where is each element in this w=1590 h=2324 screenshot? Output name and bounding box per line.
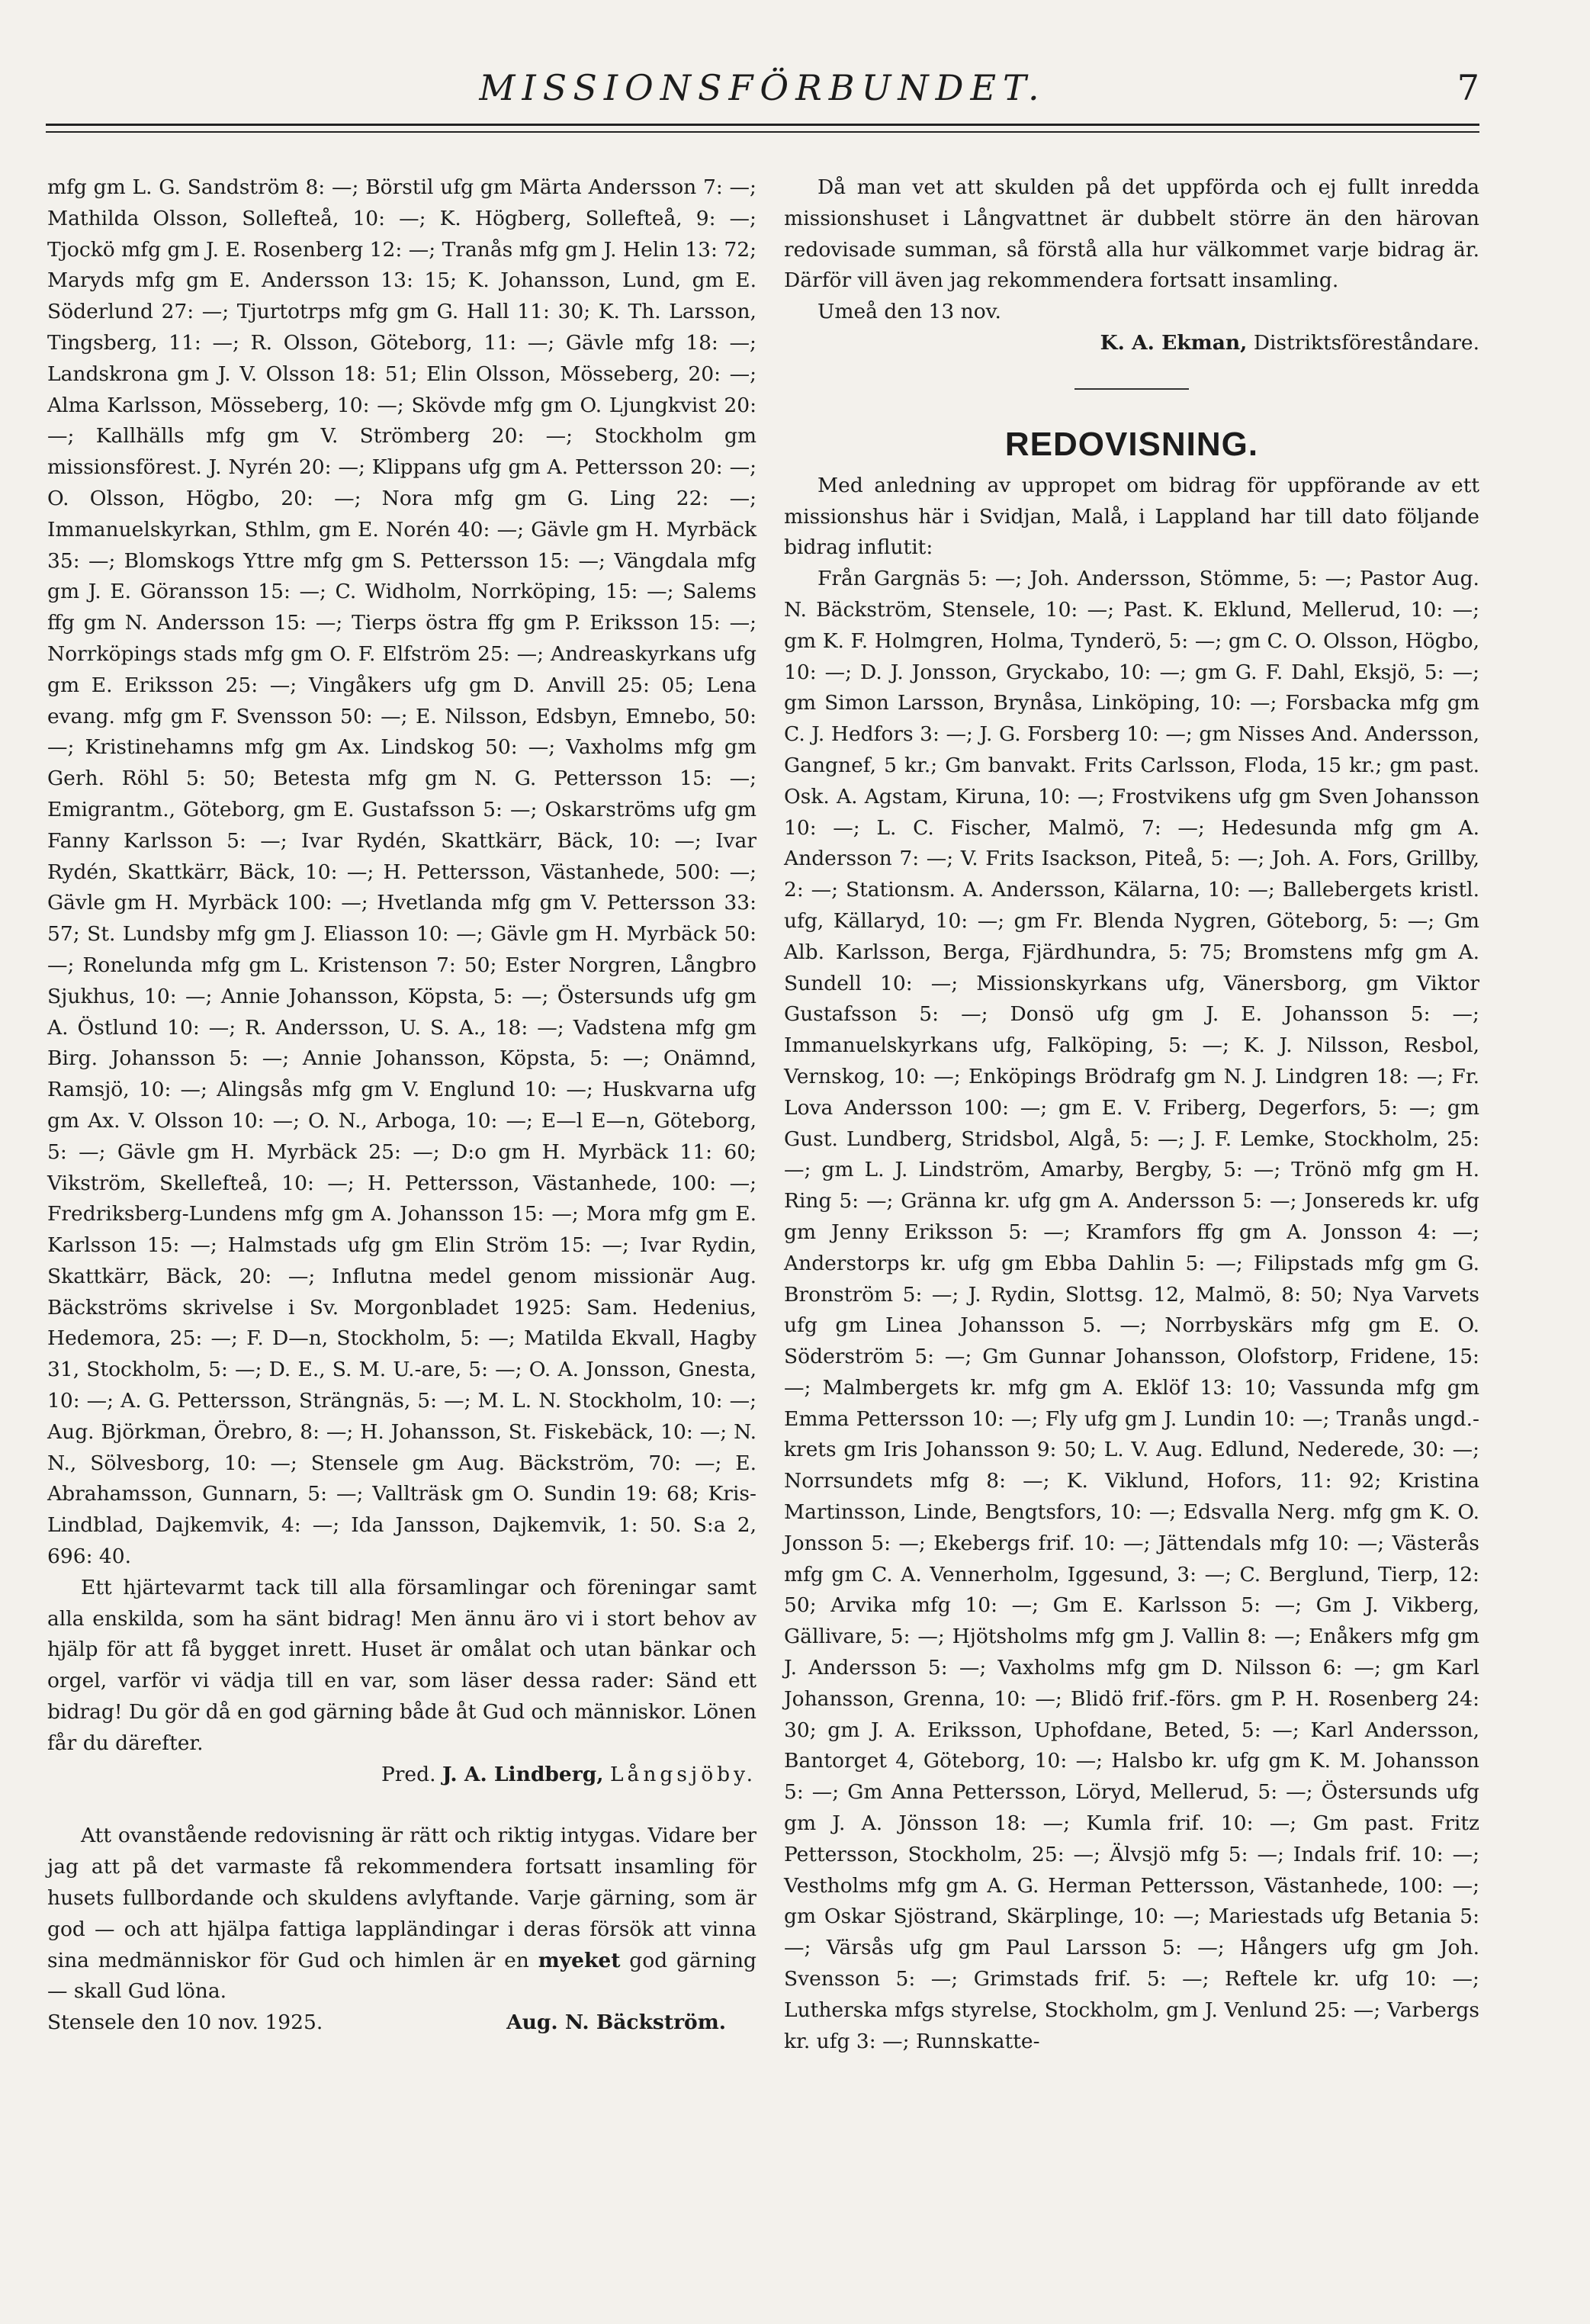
section-divider	[1074, 388, 1189, 390]
signature-pred: Pred.	[381, 1762, 436, 1786]
signature-title-ekman: Distriktsföreståndare.	[1253, 330, 1479, 355]
signature-name-lindberg: J. A. Lindberg,	[442, 1762, 604, 1786]
ekman-intro: Då man vet att skulden på det uppförda och ej fullt inredda missionshuset i Långvattnet är dubbelt större än den härovan redovisade summan, så förstå alla hur välkommet varje bidrag är. Därför vill även jag rekommendera fortsatt insamling.	[784, 175, 1479, 293]
lindberg-signature	[47, 1760, 756, 1791]
ekman-date: Umeå den 13 nov.	[817, 300, 1001, 324]
signature-name-ekman: K. A. Ekman,	[1100, 330, 1248, 355]
page-number: 7	[1457, 67, 1479, 108]
redovisning-heading: REDOVISNING.	[1004, 425, 1259, 463]
redovisning-intro: Med anledning av uppropet om bidrag för uppförande av ett missionshus här i Svidjan, Malå, i Lappland har till dato följande bidrag influtit:	[784, 473, 1479, 560]
certification-emphasis: myeket	[538, 1948, 621, 1972]
right-column	[784, 172, 1479, 2057]
closing-place: Stensele den 10 nov. 1925.	[47, 2011, 323, 2035]
signature-place: Långsjöby.	[609, 1762, 756, 1786]
header-rule-top	[46, 124, 1479, 126]
certification-end: god gärning — skall Gud löna.	[47, 1948, 756, 2004]
donation-list-left: mfg gm L. G. Sandström 8: —; Börstil ufg gm Märta Andersson 7: —; Mathilda Olsson, Sollefteå, 10: —; K. Högberg, Sollefteå, 9: —; Tjockö mfg gm J. E. Rosenberg 12: —; Tranås mfg gm J. Helin 13: 72; Maryds mfg gm E. Andersson 13: 15; K. Johansson, Lund, gm E. Söderlund 27: —; Tjurtotrps mfg gm G. Hall 11: 30; K. Th. Larsson, Tingsberg, 11: —; R. Olsson, Göteborg, 11: —; Gävle mfg 18: —; Landskrona gm J. V. Olsson 18: 51; Elin Olsson, Mösseberg, 20: —; Alma Karlsson, Mösseberg, 10: —; Skövde mfg gm O. Ljungkvist 20: —; Kallhälls mfg gm V. Strömberg 20: —; Stockholm gm missionsförest. J. Nyrén 20: —; Klippans ufg gm A. Pettersson 20: —; O. Olsson, Högbo, 20: —; Nora mfg gm G. Ling 22: —; Immanuelskyrkan, Sthlm, gm E. Norén 40: —; Gävle gm H. Myrbäck 35: —; Blomskogs Yttre mfg gm S. Pettersson 15: —; Vängdala mfg gm J. E. Göransson 15: —; C. Widholm, Norrköping, 15: —; Salems ffg gm N. Andersson 15: —; Tierps östra ffg gm P. Eriksson 15: —; Norrköpings stads mfg gm O. F. Elfström 25: —; Andreaskyrkans ufg gm E. Eriksson 25: —; Vingåkers ufg gm D. Anvill 25: 05; Lena evang. mfg gm F. Svensson 50: —; E. Nilsson, Edsbyn, Emnebo, 50: —; Kristinehamns mfg gm Ax. Lindskog 50: —; Vaxholms mfg gm Gerh. Röhl 5: 50; Betesta mfg gm N. G. Pettersson 15: —; Emigrantm., Göteborg, gm E. Gustafsson 5: —; Oskarströms ufg gm Fanny Karlsson 5: —; Ivar Rydén, Skattkärr, Bäck, 10: —; Ivar Rydén, Skattkärr, Bäck, 10: —; H. Pettersson, Västanhede, 500: —; Gävle gm H. Myrbäck 100: —; Hvetlanda mfg gm V. Pettersson 33: 57; St. Lundsby mfg gm J. Eliasson 10: —; Gävle gm H. Myrbäck 50: —; Ronelunda mfg gm L. Kristenson 7: 50; Ester Norgren, Långbro Sjukhus, 10: —; Annie Johansson, Köpsta, 5: —; Östersunds ufg gm A. Östlund 10: —; R. Andersson, U. S. A., 18: —; Vadstena mfg gm Birg. Johansson 5: —; Annie Johansson, Köpsta, 5: —; Onämnd, Ramsjö, 10: —; Alingsås mfg gm V. Englund 10: —; Huskvarna ufg gm Ax. V. Olsson 10: —; O. N., Arboga, 10: —; E—l E—n, Göteborg, 5: —; Gävle gm H. Myrbäck 25: —; D:o gm H. Myrbäck 11: 60; Vikström, Skellefteå, 10: —; H. Pettersson, Västanhede, 100: —; Fredriksberg-Lundens mfg gm A. Johansson 15: —; Mora mfg gm E. Karlsson 15: —; Halmstads ufg gm Elin Ström 15: —; Ivar Rydin, Skattkärr, Bäck, 20: —; Influtna medel genom missionär Aug. Bäckströms skrivelse i Sv. Morgonbladet 1925: Sam. Hedenius, Hedemora, 25: —; F. D—n, Stockholm, 5: —; Matilda Ekvall, Hagby 31, Stockholm, 5: —; D. E., S. M. U.-are, 5: —; O. A. Jonsson, Gnesta, 10: —; A. G. Pettersson, Strängnäs, 5: —; M. L. N. Stockholm, 10: —; Aug. Björkman, Örebro, 8: —; H. Johansson, St. Fiskebäck, 10: —; N. N., Sölvesborg, 10: —; Stensele gm Aug. Bäckström, 70: —; E. Abrahamsson, Gunnarn, 5: —; Vallträsk gm O. Sundin 19: 68; Kris-Lindblad, Dajkemvik, 4: —; Ida Jansson, Dajkemvik, 1: 50. S:a 2, 696: 40.	[47, 175, 756, 1569]
closing-name: Aug. N. Bäckström.	[506, 2011, 726, 2035]
header-rule-bottom	[46, 131, 1479, 133]
left-column	[47, 172, 756, 2039]
certification-text: Att ovanstående redovisning är rätt och riktig intygas. Vidare ber jag att på det varmaste få rekommendera fortsatt insamling för husets fullbordande och skuldens avlyftande. Varje gärning, som är god — och att hjälpa fattiga lappländingar i deras försök att vinna sina medmänniskor för Gud och himlen är en	[47, 1824, 756, 1972]
ekman-signature	[784, 328, 1479, 359]
publication-title: MISSIONSFÖRBUNDET.	[479, 67, 1046, 108]
certification-paragraph	[47, 1821, 756, 2007]
closing-line	[47, 2007, 756, 2039]
appeal-paragraph: Ett hjärtevarmt tack till alla församlingar och föreningar samt alla enskilda, som ha sänt bidrag! Men ännu äro vi i stort behov av hjälp för att få bygget inrett. Huset är omålat och utan bänkar och orgel, varför vi vädja till en var, som läser dessa rader: Sänd ett bidrag! Du gör då en god gärning både åt Gud och människor. Lönen får du därefter.	[47, 1575, 756, 1755]
page-header	[46, 67, 1479, 113]
donation-list-right: Från Gargnäs 5: —; Joh. Andersson, Stömme, 5: —; Pastor Aug. N. Bäckström, Stensele, 10: —; Past. K. Eklund, Mellerud, 10: —; gm K. F. Holmgren, Holma, Tynderö, 5: —; gm C. O. Olsson, Högbo, 10: —; D. J. Jonsson, Gryckabo, 10: —; gm G. F. Dahl, Eksjö, 5: —; gm Simon Larsson, Brynåsa, Linköping, 10: —; Forsbacka mfg gm C. J. Hedfors 3: —; J. G. Forsberg 10: —; gm Nisses And. Andersson, Gangnef, 5 kr.; Gm banvakt. Frits Carlsson, Floda, 15 kr.; gm past. Osk. A. Agstam, Kiruna, 10: —; Frostvikens ufg gm Sven Johansson 10: —; L. C. Fischer, Malmö, 7: —; Hedesunda mfg gm A. Andersson 7: —; V. Frits Isackson, Piteå, 5: —; Joh. A. Fors, Grillby, 2: —; Stationsm. A. Andersson, Kälarna, 10: —; Ballebergets kristl. ufg, Källaryd, 10: —; gm Fr. Blenda Nygren, Göteborg, 5: —; Gm Alb. Karlsson, Berga, Fjärdhundra, 5: 75; Bromstens mfg gm A. Sundell 10: —; Missionskyrkans ufg, Vänersborg, gm Viktor Gustafsson 5: —; Donsö ufg gm J. E. Johansson 5: —; Immanuelskyrkans ufg, Falköping, 5: —; K. J. Nilsson, Resbol, Vernskog, 10: —; Enköpings Brödrafg gm N. J. Lindgren 18: —; Fr. Lova Andersson 100: —; gm E. V. Friberg, Degerfors, 5: —; gm Gust. Lundberg, Stridsbol, Algå, 5: —; J. F. Lemke, Stockholm, 25: —; gm L. J. Lindström, Amarby, Bergby, 5: —; Trönö mfg gm H. Ring 5: —; Gränna kr. ufg gm A. Andersson 5: —; Jonsereds kr. ufg gm Jenny Eriksson 5: —; Kramfors ffg gm A. Jonsson 4: —; Anderstorps kr. ufg gm Ebba Dahlin 5: —; Filipstads mfg gm G. Bronström 5: —; J. Rydin, Slottsg. 12, Malmö, 8: 50; Nya Varvets ufg gm Linea Johansson 5. —; Norrbyskärs mfg gm E. O. Söderström 5: —; Gm Gunnar Johansson, Olofstorp, Fridene, 15: —; Malmbergets kr. mfg gm A. Eklöf 13: 10; Vassunda mfg gm Emma Pettersson 10: —; Fly ufg gm J. Lundin 10: —; Tranås ungd.-krets gm Iris Johansson 9: 50; L. V. Aug. Edlund, Nederede, 30: —; Norrsundets mfg 8: —; K. Viklund, Hofors, 11: 92; Kristina Martinsson, Linde, Bengtsfors, 10: —; Edsvalla Nerg. mfg gm K. O. Jonsson 5: —; Ekebergs frif. 10: —; Jättendals mfg 10: —; Västerås mfg gm C. A. Vennerholm, Iggesund, 3: —; C. Berglund, Tierp, 12: 50; Arvika mfg 10: —; Gm E. Karlsson 5: —; Gm J. Vikberg, Gällivare, 5: —; Hjötsholms mfg gm J. Vallin 8: —; Enåkers mfg gm J. Andersson 5: —; Vaxholms mfg gm D. Nilsson 6: —; gm Karl Johansson, Grenna, 10: —; Blidö frif.-förs. gm P. H. Rosenberg 24: 30; gm J. A. Eriksson, Uphofdane, Beted, 5: —; Karl Andersson, Bantorget 4, Göteborg, 10: —; Halsbo kr. ufg gm K. M. Johansson 5: —; Gm Anna Pettersson, Löryd, Mellerud, 5: —; Östersunds ufg gm J. A. Jönsson 18: —; Kumla frif. 10: —; Gm past. Fritz Pettersson, Stockholm, 25: —; Älvsjö mfg 5: —; Indals frif. 10: —; Vestholms mfg gm A. G. Herman Pettersson, Västanhede, 100: —; gm Oskar Sjöstrand, Skärplinge, 10: —; Mariestads ufg Betania 5: —; Värsås ufg gm Paul Larsson 5: —; Hångers ufg gm Joh. Svensson 5: —; Grimstads frif. 5: —; Reftele kr. ufg 10: —; Lutherska mfgs styrelse, Stockholm, gm J. Venlund 25: —; Varbergs kr. ufg 3: —; Runnskatte-	[784, 567, 1479, 2053]
